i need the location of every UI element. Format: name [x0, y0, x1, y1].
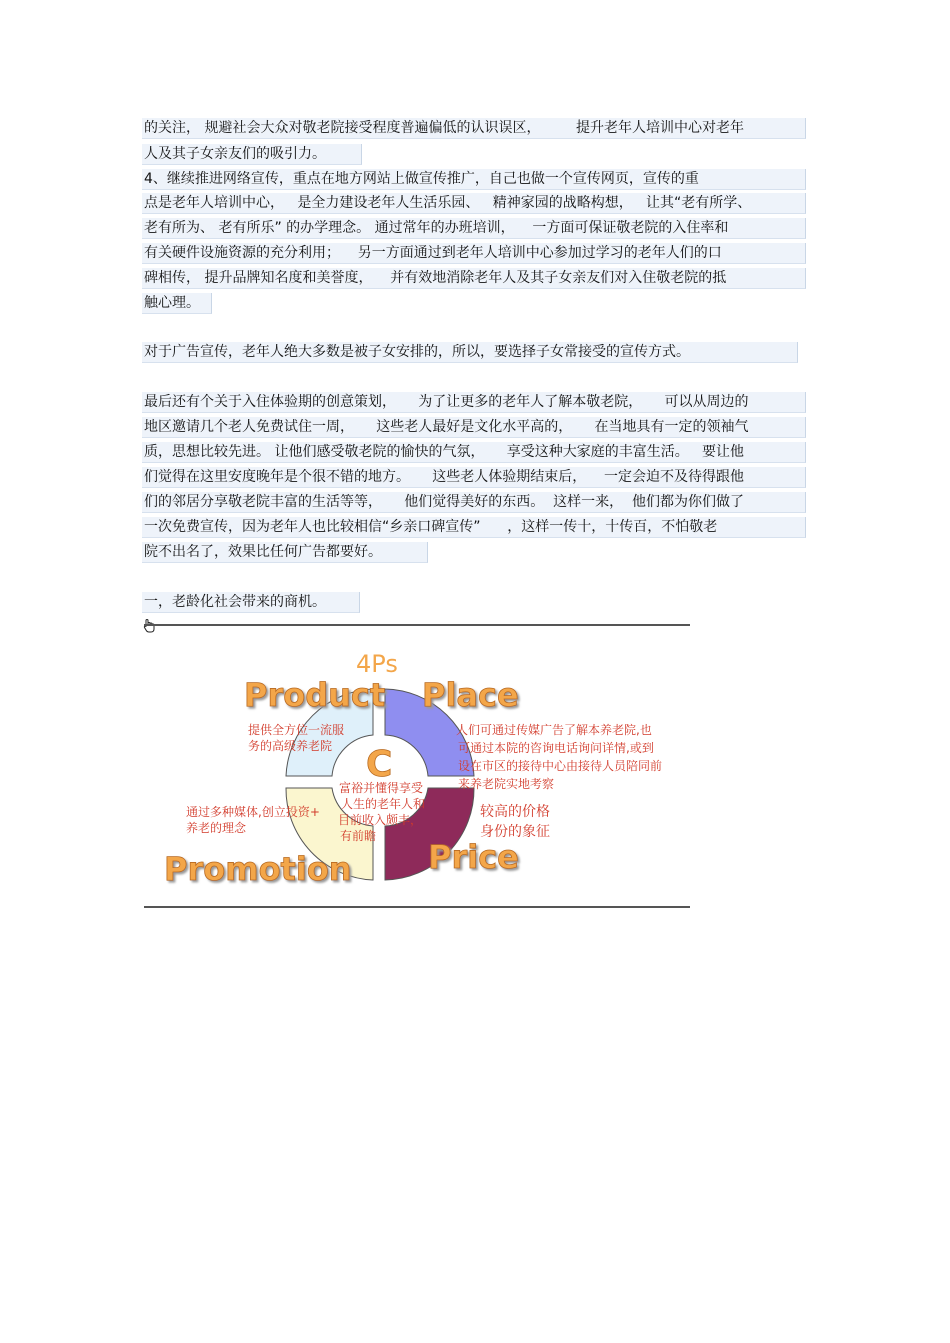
promotion-label: Promotion [164, 850, 352, 888]
place-desc-line: 可通过本院的咨询电话询问详情,或到 [458, 741, 654, 755]
price-desc-line: 身份的象征 [480, 824, 550, 840]
figure-top-rule [144, 624, 690, 626]
place-desc-line: 来养老院实地考察 [458, 777, 555, 791]
center-text-line: 有前瞻 [340, 829, 377, 843]
text-line: 院不出名了，效果比任何广告都要好。 [142, 542, 428, 563]
text-line: 4、继续推进网络宣传，重点在地方网站上做宣传推广，自己也做一个宣传网页，宣传的重 [142, 169, 806, 190]
price-desc-line: 较高的价格 [480, 804, 550, 820]
text-line: 点是老年人培训中心， 是全力建设老年人生活乐园、 精神家园的战略构想， 让其“老有所学、 [142, 193, 806, 214]
center-text-line: 目前收入颇丰， [338, 813, 423, 827]
product-label: Product [244, 676, 386, 714]
section-heading: 一，老龄化社会带来的商机。 [142, 592, 360, 613]
diagram-title: 4Ps [356, 650, 398, 678]
text-line: 质，思想比较先进。 让他们感受敬老院的愉快的气氛， 享受这种大家庭的丰富生活。 要让他 [142, 442, 806, 463]
promotion-desc-line: 通过多种媒体,创立投资+ [186, 805, 320, 819]
text-line: 碑相传， 提升品牌知名度和美誉度， 并有效地消除老年人及其子女亲友们对入住敬老院的抵 [142, 268, 806, 289]
text-line: 们的邻居分享敬老院丰富的生活等等， 他们觉得美好的东西。 这样一来， 他们都为你们做了 [142, 492, 806, 513]
center-text-line: 人生的老年人和 [341, 797, 426, 811]
text-line: 地区邀请几个老人免费试住一周， 这些老人最好是文化水平高的， 在当地具有一定的领袖气 [142, 417, 806, 438]
text-line: 一次免费宣传，因为老年人也比较相信“乡亲口碑宣传” ，这样一传十，十传百，不怕敬老 [142, 517, 806, 538]
text-line: 触心理。 [142, 293, 212, 314]
text-line: 对于广告宣传，老年人绝大多数是被子女安排的，所以，要选择子女常接受的宣传方式。 [142, 342, 798, 363]
center-letter: C [366, 744, 393, 785]
price-label: Price [428, 838, 519, 876]
place-label: Place [422, 676, 519, 714]
product-desc-line: 提供全方位一流服 [248, 723, 345, 737]
4ps-diagram [144, 628, 690, 908]
text-line: 有关硬件设施资源的充分利用； 另一方面通过到老年人培训中心参加过学习的老年人们的口 [142, 243, 806, 264]
text-line: 老有所为、 老有所乐” 的办学理念。 通过常年的办班培训， 一方面可保证敬老院的入住率和 [142, 218, 806, 239]
promotion-desc-line: 养老的理念 [186, 821, 247, 835]
place-desc-line: 人们可通过传媒广告了解本养老院,也 [456, 723, 652, 737]
text-line: 最后还有个关于入住体验期的创意策划， 为了让更多的老年人了解本敬老院， 可以从周边的 [142, 392, 806, 413]
place-desc-line: 设在市区的接待中心由接待人员陪同前 [458, 759, 663, 773]
text-line: 们觉得在这里安度晚年是个很不错的地方。 这些老人体验期结束后， 一定会迫不及待得跟他 [142, 467, 806, 488]
text-line: 的关注， 规避社会大众对敬老院接受程度普遍偏低的认识误区， 提升老年人培训中心对老年 [142, 118, 806, 139]
product-desc-line: 务的高级养老院 [248, 739, 333, 753]
center-text-line: 富裕并懂得享受 [339, 781, 424, 795]
text-line: 人及其子女亲友们的吸引力。 [142, 144, 362, 165]
